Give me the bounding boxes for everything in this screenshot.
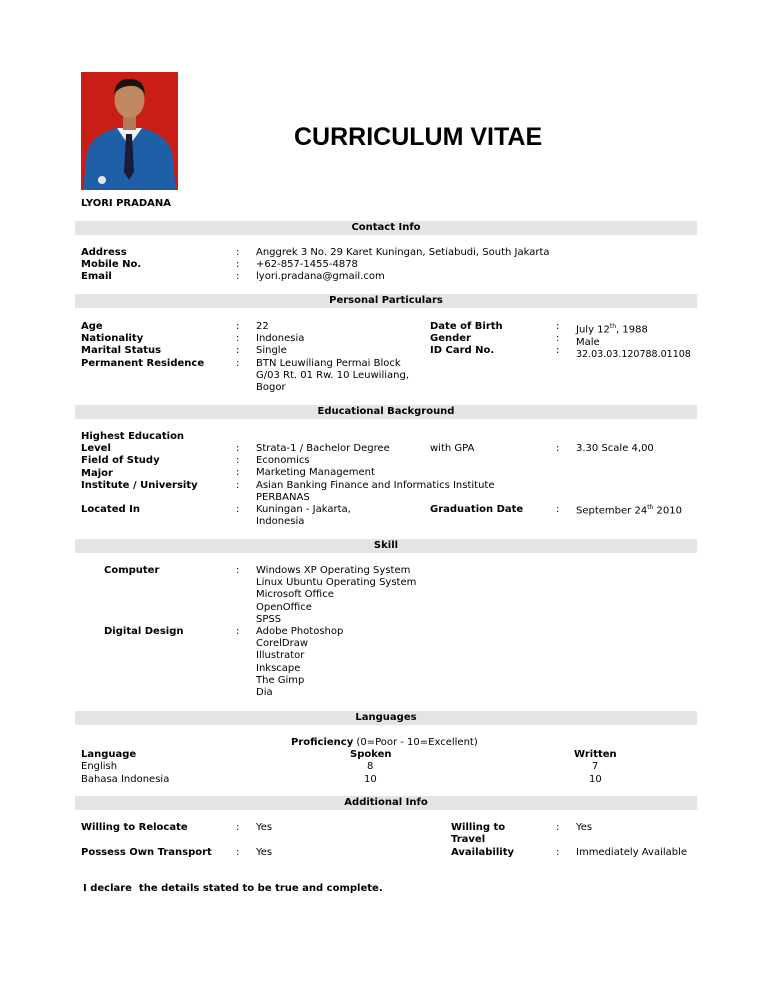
skill-item: Windows XP Operating System <box>256 565 411 576</box>
section-header-education: Educational Background <box>75 405 697 419</box>
address-label: Address <box>81 247 127 258</box>
colon: : <box>236 847 240 858</box>
language-column-header: Language <box>81 749 137 760</box>
transport-value: Yes <box>256 847 273 858</box>
located-line: Kuningan - Jakarta, <box>256 504 351 515</box>
marital-label: Marital Status <box>81 345 162 357</box>
colon: : <box>236 504 240 515</box>
located-label: Located In <box>81 504 140 515</box>
idcard-label: ID Card No. <box>430 345 495 357</box>
email-value: lyori.pradana@gmail.com <box>256 271 385 283</box>
major-label: Major <box>81 467 113 479</box>
spoken-column-header: Spoken <box>350 749 392 760</box>
nationality-label: Nationality <box>81 333 144 345</box>
level-label: Level <box>81 443 111 455</box>
institute-line: Asian Banking Finance and Informatics Institute <box>256 479 495 491</box>
section-header-contact: Contact Info <box>75 221 697 235</box>
field-label: Field of Study <box>81 455 160 467</box>
skill-item: The Gimp <box>256 674 305 686</box>
dob-ordinal: th <box>609 323 617 330</box>
located-values <box>256 504 351 528</box>
age-value: 22 <box>256 321 269 332</box>
travel-label-line: Travel <box>451 834 486 846</box>
institute-line: PERBANAS <box>256 491 310 503</box>
language-name: English <box>81 761 118 772</box>
written-column-header: Written <box>574 749 617 760</box>
computer-skill-list <box>256 565 416 626</box>
grad-ordinal: th <box>647 504 654 511</box>
computer-skill-label: Computer <box>104 565 160 576</box>
applicant-name: LYORI PRADANA <box>81 198 172 209</box>
colon: : <box>236 345 240 357</box>
level-value: Strata-1 / Bachelor Degree <box>256 443 390 454</box>
email-label: Email <box>81 271 112 283</box>
design-skill-list <box>256 626 343 699</box>
proficiency-scale: (0=Poor - 10=Excellent) <box>353 737 478 748</box>
residence-line: BTN Leuwiliang Permai Block <box>256 357 401 369</box>
skill-item: CorelDraw <box>256 638 309 650</box>
proficiency-legend <box>291 737 478 748</box>
availability-label: Availability <box>451 847 514 858</box>
skill-item: SPSS <box>256 613 282 625</box>
mobile-label: Mobile No. <box>81 259 142 271</box>
mobile-value: +62-857-1455-4878 <box>256 259 358 271</box>
colon: : <box>556 822 560 833</box>
marital-value: Single <box>256 345 287 357</box>
residence-label: Permanent Residence <box>81 357 205 369</box>
residence-line: G/03 Rt. 01 Rw. 10 Leuwiliang, <box>256 369 410 381</box>
colon: : <box>556 321 560 332</box>
skill-item: OpenOffice <box>256 601 312 613</box>
design-skill-label: Digital Design <box>104 626 184 637</box>
contact-colons <box>236 247 239 284</box>
contact-values <box>256 247 550 284</box>
dob-label: Date of Birth <box>430 321 503 332</box>
graduation-label: Graduation Date <box>430 504 524 515</box>
transport-label: Possess Own Transport <box>81 847 212 858</box>
highest-education-label: Highest Education <box>81 431 185 442</box>
gpa-label: with GPA <box>430 443 475 454</box>
gender-value: Male <box>576 336 600 348</box>
skill-item: Inkscape <box>256 662 301 674</box>
colon: : <box>236 271 240 283</box>
written-score: 10 <box>589 774 602 785</box>
colon: : <box>236 357 240 369</box>
profile-photo <box>81 72 178 190</box>
skill-item: Adobe Photoshop <box>256 626 344 637</box>
skill-item: Illustrator <box>256 650 305 662</box>
dob-value <box>576 321 691 337</box>
section-header-additional: Additional Info <box>75 796 697 810</box>
travel-label <box>451 822 505 846</box>
education-colons <box>236 443 239 492</box>
availability-value: Immediately Available <box>576 847 688 858</box>
colon: : <box>556 345 560 357</box>
personal-labels <box>81 321 204 370</box>
contact-labels <box>81 247 141 284</box>
declaration-statement: I declare the details stated to be true and complete. <box>83 883 383 894</box>
colon: : <box>236 259 240 271</box>
personal-values-right <box>576 321 691 361</box>
colon: : <box>236 333 240 345</box>
skill-item: Dia <box>256 687 273 699</box>
graduation-value <box>576 504 682 516</box>
age-label: Age <box>81 321 103 332</box>
colon: : <box>236 467 240 479</box>
section-header-personal: Personal Particulars <box>75 294 697 308</box>
gpa-value: 3.30 Scale 4,00 <box>576 443 654 454</box>
proficiency-title: Proficiency <box>291 737 354 748</box>
colon: : <box>236 247 240 258</box>
travel-value: Yes <box>576 822 593 833</box>
spoken-score: 10 <box>364 774 377 785</box>
section-header-languages: Languages <box>75 711 697 725</box>
personal-colons-right <box>556 321 559 358</box>
colon: : <box>236 321 240 332</box>
nationality-value: Indonesia <box>256 333 305 345</box>
idcard-value: 32.03.03.120788.01108 <box>576 348 691 360</box>
field-value: Economics <box>256 455 310 467</box>
section-header-skill: Skill <box>75 539 697 553</box>
colon: : <box>236 455 240 467</box>
colon: : <box>556 333 560 345</box>
document-title: CURRICULUM VITAE <box>294 123 543 151</box>
institute-label: Institute / University <box>81 479 198 491</box>
colon: : <box>236 443 240 454</box>
dob-day: July 12 <box>576 324 610 336</box>
located-line: Indonesia <box>256 516 305 528</box>
gender-label: Gender <box>430 333 471 345</box>
travel-label-line: Willing to <box>451 822 506 833</box>
personal-labels-right <box>430 321 503 358</box>
grad-year: 2010 <box>653 505 682 517</box>
colon: : <box>556 504 560 515</box>
colon: : <box>236 626 240 637</box>
colon: : <box>236 479 240 491</box>
personal-colons <box>236 321 239 370</box>
address-value: Anggrek 3 No. 29 Karet Kuningan, Setiabudi, South Jakarta <box>256 247 550 258</box>
person-photo-illustration <box>81 72 178 190</box>
grad-day: September 24 <box>576 505 648 517</box>
skill-item: Linux Ubuntu Operating System <box>256 577 417 589</box>
colon: : <box>556 443 560 454</box>
colon: : <box>236 822 240 833</box>
dob-year: , 1988 <box>616 324 648 336</box>
personal-values <box>256 321 409 394</box>
spoken-score: 8 <box>367 761 374 772</box>
residence-line: Bogor <box>256 382 286 394</box>
major-value: Marketing Management <box>256 467 375 479</box>
written-score: 7 <box>592 761 599 772</box>
education-labels <box>81 431 198 492</box>
skill-item: Microsoft Office <box>256 589 334 601</box>
colon: : <box>236 565 240 576</box>
relocate-label: Willing to Relocate <box>81 822 188 833</box>
colon: : <box>556 847 560 858</box>
language-name: Bahasa Indonesia <box>81 774 170 785</box>
relocate-value: Yes <box>256 822 273 833</box>
